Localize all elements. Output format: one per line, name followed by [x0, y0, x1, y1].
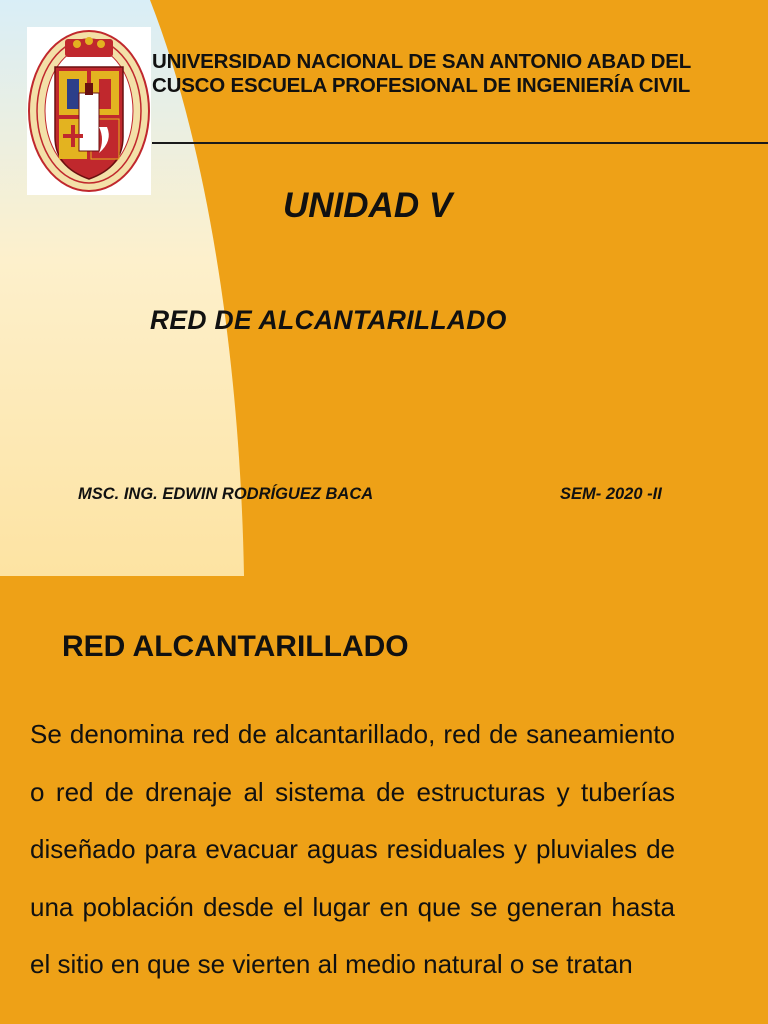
section-heading: RED ALCANTARILLADO — [62, 630, 409, 663]
unit-title: UNIDAD V — [283, 186, 453, 225]
author-name: MSC. ING. EDWIN RODRÍGUEZ BACA — [78, 485, 374, 503]
definition-paragraph: Se denomina red de alcantarillado, red de saneamiento o red de drenaje al sistema de estructuras y tuberías diseñado para evacuar aguas residuales y pluviales de una población desde el lugar en que se generan hasta el sitio en que se vierten al medio natural o se tratan — [30, 719, 675, 979]
header-divider — [152, 142, 768, 144]
coat-of-arms-icon — [27, 27, 151, 195]
university-logo — [27, 27, 151, 195]
topic-title: RED DE ALCANTARILLADO — [150, 305, 507, 335]
university-name: UNIVERSIDAD NACIONAL DE SAN ANTONIO ABAD DEL CUSCO ESCUELA PROFESIONAL DE INGENIERÍA CIVIL — [152, 50, 691, 97]
semester-label: SEM- 2020 -II — [560, 485, 662, 503]
